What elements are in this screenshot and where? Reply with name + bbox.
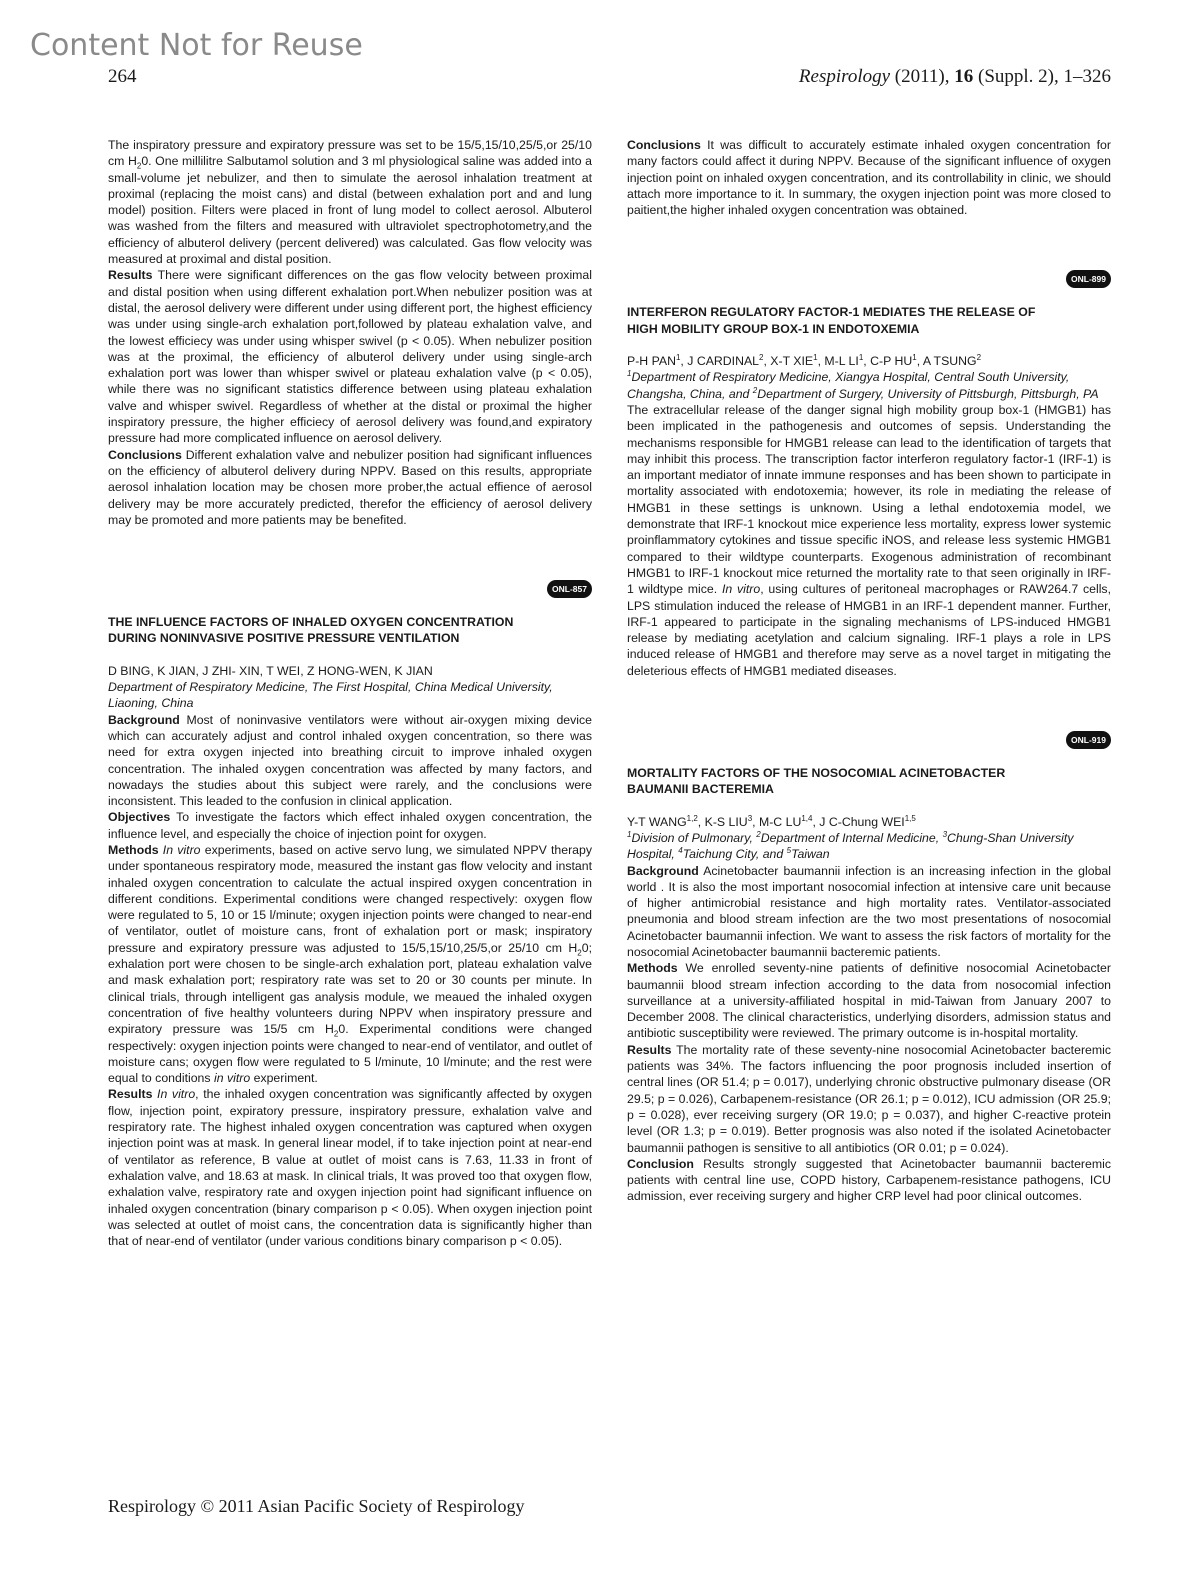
text-run: 0. Experimental conditions were changed respectively: oxygen injection points were changed to near-end of ventilator, and outlet of moisture cans; oxygen flow were regulated to 5 l/minute, 10 l/minute; and the rest were equal to conditions: [108, 1022, 592, 1086]
conclusions-section: [627, 137, 1111, 218]
superscript: 1: [627, 369, 632, 379]
text-run: Most of noninvasive ventilators were without air-oxygen mixing device which can accurately adjust and control inhaled oxygen concentration, so there was need for extra oxygen injected into breathing circuit to improve inhaled oxygen concentration. The inhaled oxygen concentration was affected by many factors, and nowadays the studies about this subject were rarely, and the conclusions were inconsistent. This leaded to the confusion in clinical application.: [108, 712, 592, 809]
text-run: The inspiratory pressure and expiratory pressure was set to be 15/5,15/10,25/5,or 25/10 cm H: [108, 138, 592, 169]
superscript: 4: [678, 846, 683, 856]
text-run: Results strongly suggested that Acinetobacter baumannii bacteremic patients with central line use, COPD history, Carbapenem-resistance pathogens, ICU admission, ever receiving surgery and higher CRP level had poor clinical outcomes.: [627, 1156, 1111, 1204]
results-section: [108, 1086, 592, 1249]
section-label: Background: [108, 712, 180, 727]
superscript: 2: [976, 352, 982, 362]
superscript: 1: [858, 352, 864, 362]
text-run: , the inhaled oxygen concentration was significantly affected by oxygen flow, injection point, expiratory pressure, inspiratory pressure, exhalation valve and respiratory rate. The highest inhaled oxygen concentration was captured when oxygen injection point was at mask. In general linear model, if to take injection point at near-end of ventilator as reference, B value at outlet of moist cans is 7.63, 11.33 in front of exhalation valve, and 18.63 at mask. In clinical trials, It was proved too that oxygen flow, exhalation valve, respiratory rate and oxygen injection point had significant influence on inhaled oxygen concentration (binary comparison p < 0.05). When oxygen injection point was selected at outlet of moist cans, the concentration data is significantly higher than that of near-end of ventilator (under various conditions binary comparison p < 0.05).: [108, 1087, 592, 1249]
superscript: 3: [942, 829, 948, 839]
journal-header: [799, 66, 1111, 88]
italic-run: In vitro: [162, 842, 201, 857]
superscript: 3: [747, 813, 753, 823]
superscript: 5: [786, 846, 792, 856]
author: , A TSUNG: [916, 354, 977, 369]
title-line: THE INFLUENCE FACTORS OF INHALED OXYGEN CONCENTRATION: [108, 615, 514, 630]
text-run: There were significant differences on the gas flow velocity between proximal and distal position when using different exhalation port.When nebulizer position was at distal, the aerosol delivery were different under using different port, the highest efficiency was under using single-arch exhalation port,followed by plateau exhalation valve, and the lowest efficiecy was under using whisper swivel (p < 0.05). When nebulizer position was at the proximal, the efficiency of albuterol delivery under using single-arch exhalation port was lower than whisper swivel or plateau exhalation valve (p < 0.05), while there was no significant statistics difference between using plateau exhalation valve and whisper swivel. Regardless of whether at the distal or proximal the higher inspiratory pressure, the higher efficiecy of aerosol delivery was found,and expiratory pressure had more complicated influence on aerosol delivery.: [108, 268, 592, 446]
prev-methods-continuation: [108, 137, 592, 267]
methods-section: [108, 842, 592, 1086]
text-run: It was difficult to accurately estimate inhaled oxygen concentration for many factors could affect it during NPPV. Because of the significant influence of oxygen injection point on inhaled oxygen concentration, and its controllability in clinic, we should attach more importance to it. In summary, the oxygen injection point was more closed to paitient,the higher inhaled oxygen concentration was obtained.: [627, 138, 1111, 218]
text-run: 0; exhalation port were chosen to be single-arch exhalation port, plateau exhalation valve and mask exhalation port; respiratory rate was set to 20 or 30 counts per minute. In clinical trials, through intelligent gas analysis module, we meaued the inhaled oxygen concentration of five healthy volunteers during NPPV when inspiratory pressure and expiratory pressure was 15/5 cm H: [108, 940, 592, 1037]
methods-section: [627, 960, 1111, 1041]
superscript: 2: [752, 385, 758, 395]
results-section: [627, 1042, 1111, 1156]
abstract-title: [108, 614, 592, 647]
section-label: Methods: [108, 842, 159, 857]
journal-name: Respirology: [798, 66, 891, 87]
text-run: experiments, based on active servo lung, we simulated NPPV therapy under spontaneous respiratory mode, measured the instant gas flow velocity and instant inhaled oxygen concentration to calculate the actual inspired oxygen concentration in different conditions. Experimental conditions were changed respectively: oxygen flow were regulated to 5, 10 or 15 l/minute; oxygen injection points were changed to near-end of ventilator, outlet of moisture cans, front of exhalation port or mask; inspiratory pressure and expiratory pressure was adjusted to 15/5,15/10,25/5,or 25/10 cm H: [108, 842, 593, 955]
section-label: Methods: [627, 961, 678, 976]
italic-run: In vitro: [721, 582, 761, 597]
journal-year: (2011),: [890, 66, 955, 87]
author: , M-C LU: [752, 814, 802, 829]
abstract-badge-row: [627, 731, 1111, 751]
text-run: 0. One millilitre Salbutamol solution and 3 ml physiological saline was added into a small-volume jet nebulizer, and then to simulate the aerosol inhalation treatment at proximal (replacing the moist cans) and distal (between exhalation port and and lung model) position. Filters were placed in front of lung model to collect aerosol. Albuterol was washed from the filters and measured with ultraviolet spectrophotometry,and the efficiency of albuterol delivery (percent delivered) was calculated. Gas flow velocity was measured at proximal and distal position.: [108, 154, 592, 267]
author: P-H PAN: [627, 354, 676, 369]
right-column: [627, 137, 1111, 1205]
text-run: We enrolled seventy-nine patients of definitive nosocomial Acinetobacter baumannii blood stream infection according to the data from nosocomial infection surveillance at a university-affiliated hospital in mid-Taiwan from January 2007 to December 2008. The clinical characteristics, underlying disorders, admission status and antibiotic susceptibility were reviewed. The primary outcome is in-hospital mortality.: [627, 961, 1111, 1041]
section-label: Conclusion: [627, 1156, 694, 1171]
abstract-badge-row: [627, 270, 1111, 290]
journal-supplement: (Suppl. 2), 1–326: [973, 66, 1111, 87]
section-label: Objectives: [108, 810, 171, 825]
superscript: 2: [759, 352, 764, 362]
abstract-authors: [627, 814, 1111, 830]
superscript: 1,4: [801, 813, 813, 823]
italic-run: in vitro: [213, 1071, 251, 1086]
text-run: Department of Respiratory Medicine, Xiangya Hospital, Central South University, Changsha, China, and: [627, 370, 1070, 401]
text-run: Chung-Shan University Hospital,: [627, 830, 1074, 862]
abstract-title: [627, 304, 1111, 337]
text-run: Different exhalation valve and nebulizer position had significant influences on the efficiency of albuterol delivery during NPPV. Based on this results, appropriate aerosol inhalation location may be chosen more prober,the actual effience of aerosol delivery may be more accurately predicted, therefor the efficiency of aerosol delivery may be promoted and more patients may be benefited.: [108, 447, 592, 527]
abstract-badge: ONL-899: [1066, 270, 1111, 288]
section-label: Conclusions: [627, 138, 701, 152]
text-run: Acinetobacter baumannii infection is an increasing infection in the global world . It is also the most important nosocomial infection at intensive care unit because of higher antimicrobial resistance and high mortality rates. Ventilator-associated pneumonia and blood stream infection are the two most presentations of nosocomial Acinetobacter baumannii infection. We want to assess the risk factors of mortality for the nosocomial Acinetobacter baumannii bacteremic patients.: [627, 863, 1111, 959]
superscript: 1: [627, 829, 632, 839]
abstract-badge: ONL-919: [1066, 731, 1111, 749]
watermark: Content Not for Reuse: [30, 28, 363, 63]
superscript: 1: [912, 352, 917, 362]
title-line: DURING NONINVASIVE POSITIVE PRESSURE VENTILATION: [108, 631, 460, 646]
author: Y-T WANG: [627, 814, 687, 829]
text-run: To investigate the factors which effect inhaled oxygen concentration, the influence level, and especially the choice of injection point for oxygen.: [108, 810, 592, 841]
page-number: 264: [108, 66, 137, 87]
superscript: 1: [813, 352, 818, 362]
abstract-authors: [627, 353, 1111, 369]
subscript: 2: [136, 161, 142, 171]
text-run: , using cultures of peritoneal macrophages or RAW264.7 cells, LPS stimulation induced the release of HMGB1 in an IRF-1 dependent manner. Further, IRF-1 appeared to participate in the signaling mechanisms of LPS-induced HMGB1 release by mediating acetylation and calcium signaling. IRF-1 plays a role in LPS induced release of HMGB1 and therefore may serve as a novel target in mitigating the deleterious effects of HMGB1 mediated diseases.: [627, 582, 1111, 678]
text-run: The mortality rate of these seventy-nine nosocomial Acinetobacter bacteremic patients was 34%. The factors influencing the poor prognosis included insertion of central lines (OR 51.4; p = 0.017), underlying chronic obstructive pulmonary disease (OR 29.5; p = 0.026), Carbapenem-resistance (OR 26.1; p = 0.012), ICU admission (OR 25.9; p = 0.028), ever receiving surgery (OR 19.0; p = 0.037), and higher C-reactive protein level (OR 1.3; p = 0.019). Better prognosis was also noted if the isolated Acinetobacter baumannii pathogen is sensitive to all antibiotics (OR 0.01; p = 0.024).: [627, 1042, 1111, 1155]
title-line: BAUMANII BACTEREMIA: [627, 782, 774, 797]
section-label: Background: [627, 863, 699, 878]
title-line: HIGH MOBILITY GROUP BOX-1 IN ENDOTOXEMIA: [627, 321, 920, 336]
author: , X-T XIE: [763, 354, 814, 369]
subscript: 2: [333, 1029, 339, 1039]
background-section: [627, 863, 1111, 961]
conclusion-section: [627, 1156, 1111, 1205]
text-run: Taichung City, and: [682, 847, 787, 862]
objectives-section: [108, 809, 592, 842]
prev-conclusions: [108, 447, 592, 528]
left-column: [108, 137, 592, 1249]
text-run: The extracellular release of the danger signal high mobility group box-1 (HMGB1) has been implicated in the pathogenesis and outcomes of sepsis. Understanding the mechanisms responsible for HMGB1 release can lead to the identification of targets that may inhibit this process. The transcription factor interferon regulatory factor-1 (IRF-1) is an important mediator of innate immune responses and has been shown to participate in mortality associated with endotoxemia; however, its role in mediating the release of HMGB1 in these settings is unknown. Using a lethal endotoxemia model, we demonstrate that IRF-1 knockout mice experience less mortality, express lower systemic proinflammatory cytokines and tissue specific iNOS, and release less systemic HMGB1 compared to their wildtype counterparts. Exogenous administration of recombinant HMGB1 to IRF-1 knockout mice returned the mortality rate to that seen originally in IRF-1 wildtype mice.: [627, 402, 1111, 597]
section-label: Results: [627, 1042, 672, 1057]
title-line: MORTALITY FACTORS OF THE NOSOCOMIAL ACINETOBACTER: [627, 766, 1006, 781]
author: , C-P HU: [863, 354, 913, 369]
abstract-badge-row: [108, 580, 592, 600]
abstract-badge: ONL-857: [547, 580, 592, 598]
page-footer: Respirology © 2011 Asian Pacific Society of Respirology: [108, 1496, 525, 1516]
italic-run: In vitro: [157, 1087, 196, 1102]
abstract-affiliation: [627, 369, 1111, 402]
section-label: Results: [108, 268, 153, 283]
text-run: experiment.: [250, 1071, 318, 1086]
superscript: 2: [756, 829, 761, 839]
superscript: 1,5: [904, 813, 916, 823]
author: , M-L LI: [817, 354, 859, 369]
superscript: 1: [675, 352, 681, 362]
superscript: 1,2: [686, 813, 698, 823]
abstract-body: [627, 402, 1111, 679]
abstract-title: [627, 765, 1111, 798]
abstract-authors: D BING, K JIAN, J ZHI- XIN, T WEI, Z HONG-WEN, K JIAN: [108, 663, 433, 678]
text-run: Department of Internal Medicine,: [760, 830, 943, 845]
section-label: Conclusions: [108, 447, 182, 462]
title-line: INTERFERON REGULATORY FACTOR-1 MEDIATES THE RELEASE OF: [627, 305, 1036, 320]
subscript: 2: [577, 948, 582, 958]
prev-results: [108, 267, 592, 446]
text-run: Taiwan: [791, 847, 830, 862]
text-run: Department of Surgery, University of Pittsburgh, Pittsburgh, PA: [757, 386, 1099, 401]
background-section: [108, 712, 592, 810]
journal-volume: 16: [954, 66, 974, 87]
abstract-affiliation: [627, 830, 1111, 863]
author: , K-S LIU: [697, 814, 748, 829]
author: , J CARDINAL: [680, 354, 760, 369]
author: , J C-Chung WEI: [812, 814, 905, 829]
abstract-affiliation: Department of Respiratory Medicine, The First Hospital, China Medical University, Liaoning, China: [108, 680, 553, 711]
section-label: Results: [108, 1087, 153, 1102]
text-run: Division of Pulmonary,: [631, 830, 757, 845]
